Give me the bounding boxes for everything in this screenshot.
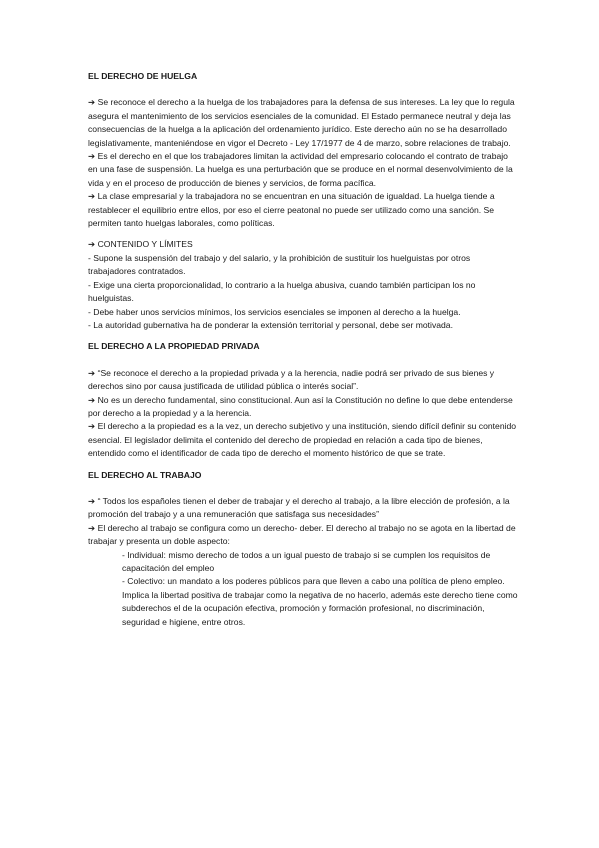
paragraph: ➔ No es un derecho fundamental, sino constitucional. Aun así la Constitución no define lo que debe entenderse por derecho a la propiedad y a la herencia. [88, 394, 513, 418]
document-body [88, 70, 518, 629]
list-item: - La autoridad gubernativa ha de ponderar la extensión territorial y personal, debe ser motivada. [88, 319, 453, 330]
paragraph: ➔ El derecho al trabajo se configura como un derecho- deber. El derecho al trabajo no se agota en la libertad de trabajar y presenta un doble aspecto: [88, 522, 516, 547]
spacer [88, 332, 518, 340]
spacer [88, 230, 518, 238]
list-item: - Debe haber unos servicios mínimos, los servicios esenciales se imponen al derecho a la huelga. [88, 306, 461, 317]
aspect-individual: - Individual: mismo derecho de todos a un igual puesto de trabajo si se cumplen los requisitos de capacitación del empleo [122, 549, 491, 573]
paragraph: ➔ La clase empresarial y la trabajadora no se encuentran en una situación de igualdad. La huelga tiende a restablecer el equilibrio entre ellos, por eso el cierre peatonal no puede ser utilizado como una sanción. Se permiten tanto huelgas laborales, como políticas. [88, 191, 495, 229]
list-item: - Exige una cierta proporcionalidad, lo contrario a la huelga abusiva, cuando también participan los no huelguistas. [88, 279, 476, 304]
paragraph: ➔ El derecho a la propiedad es a la vez, un derecho subjetivo y una institución, siendo difícil definir su contenido esencial. El legislador delimita el contenido del derecho de propiedad en relación a cada tipo de bienes, entendido como el identificador de cada tipo de derecho el momento histórico de que se trate. [88, 421, 517, 459]
paragraph: ➔ “ Todos los españoles tienen el deber de trabajar y el derecho al trabajo, a la libre elección de profesión, a la promoción del trabajo y a una remuneración que satisfaga sus necesidades” [88, 495, 510, 520]
section-title-propiedad: EL DERECHO A LA PROPIEDAD PRIVADA [88, 341, 260, 352]
section-title-huelga: EL DERECHO DE HUELGA [88, 71, 198, 81]
section-title-trabajo: EL DERECHO AL TRABAJO [88, 469, 202, 480]
paragraph: ➔ Se reconoce el derecho a la huelga de los trabajadores para la defensa de sus intereses. La ley que lo regula asegura el mantenimiento de los servicios esenciales de la comunidad. El Estado permanece neutral y deja las consecuencias de la huelga a la aplicación del ordenamiento jurídico. Este derecho aún no se ha desarrollado legislativamente, manteniéndose en vigor el Decreto - Ley 17/1977 de 4 de marzo, sobre relaciones de trabajo. [88, 97, 515, 148]
paragraph: ➔ Es el derecho en el que los trabajadores limitan la actividad del empresario colocando el contrato de trabajo en una fase de suspensión. La huelga es una perturbación que se produce en el normal desenvolvimiento de la vida y en el proceso de producción de bienes y servicios, de forma pacífica. [88, 151, 513, 188]
list-item: - Supone la suspensión del trabajo y del salario, y la prohibición de sustituir los huelguistas por otros trabajadores contratados. [88, 252, 471, 277]
paragraph: ➔ “Se reconoce el derecho a la propiedad privada y a la herencia, nadie podrá ser privado de sus bienes y derechos sino por causa justificada de utilidad pública o interés social”. [88, 367, 495, 392]
spacer [88, 461, 518, 469]
subheading-contenido-limites: ➔ CONTENIDO Y LÍMITES [88, 239, 193, 250]
aspect-colectivo: - Colectivo: un mandato a los poderes públicos para que lleven a cabo una política de pleno empleo. Implica la libertad positiva de trabajar como la negativa de no hacerlo, además este derecho tiene como subderechos el de la ocupación efectiva, promoción y formación profesional, no discriminación, seguridad e higiene, entre otros. [122, 576, 518, 627]
